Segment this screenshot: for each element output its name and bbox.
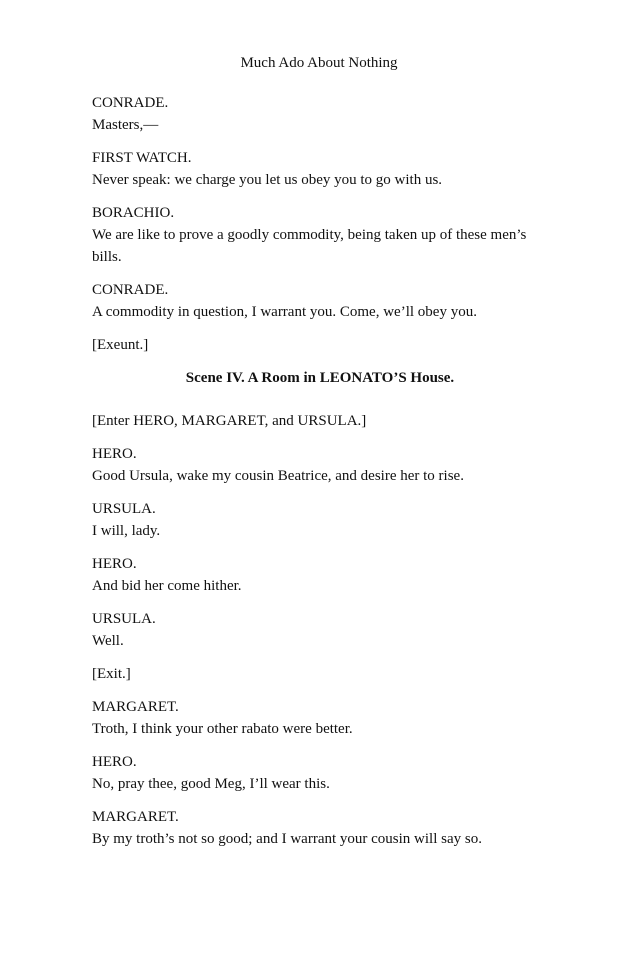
stage-direction: [Enter HERO, MARGARET, and URSULA.] bbox=[92, 413, 367, 429]
speech-line: Well. bbox=[92, 633, 124, 649]
stage-direction: [Exit.] bbox=[92, 666, 131, 682]
dialogue-block bbox=[92, 92, 552, 136]
scene-heading: Scene IV. A Room in LEONATO’S House. bbox=[185, 370, 455, 386]
dialogue-block bbox=[92, 806, 552, 850]
dialogue-block bbox=[92, 147, 552, 191]
speech-line: Good Ursula, wake my cousin Beatrice, and desire her to rise. bbox=[92, 468, 464, 484]
speaker-name: CONRADE. bbox=[92, 95, 169, 111]
speech-line: Troth, I think your other rabato were better. bbox=[92, 721, 353, 737]
speaker-name: HERO. bbox=[92, 556, 137, 572]
speech-line: Never speak: we charge you let us obey you to go with us. bbox=[92, 172, 443, 188]
speaker-name: URSULA. bbox=[92, 501, 156, 517]
speaker-name: FIRST WATCH. bbox=[92, 150, 192, 166]
speech-line: A commodity in question, I warrant you. Come, we’ll obey you. bbox=[92, 304, 477, 320]
speech-line: By my troth’s not so good; and I warrant your cousin will say so. bbox=[92, 831, 482, 847]
speaker-name: HERO. bbox=[92, 754, 137, 770]
play-text bbox=[92, 92, 552, 861]
speaker-name: MARGARET. bbox=[92, 809, 179, 825]
running-header: Much Ado About Nothing bbox=[240, 55, 398, 71]
speech-line: And bid her come hither. bbox=[92, 578, 242, 594]
speech-line: Masters,— bbox=[92, 117, 159, 133]
dialogue-block bbox=[92, 498, 552, 542]
speaker-name: BORACHIO. bbox=[92, 205, 175, 221]
dialogue-block bbox=[92, 696, 552, 740]
dialogue-block bbox=[92, 751, 552, 795]
speech-line: I will, lady. bbox=[92, 523, 161, 539]
dialogue-block bbox=[92, 553, 552, 597]
speaker-name: URSULA. bbox=[92, 611, 156, 627]
speaker-name: HERO. bbox=[92, 446, 137, 462]
dialogue-block bbox=[92, 202, 552, 268]
dialogue-block bbox=[92, 608, 552, 652]
speech-line: We are like to prove a goodly commodity, being taken up of these men’s bills. bbox=[92, 227, 527, 265]
speaker-name: CONRADE. bbox=[92, 282, 169, 298]
stage-direction: [Exeunt.] bbox=[92, 337, 149, 353]
speech-line: No, pray thee, good Meg, I’ll wear this. bbox=[92, 776, 330, 792]
dialogue-block bbox=[92, 279, 552, 323]
dialogue-block bbox=[92, 443, 552, 487]
speaker-name: MARGARET. bbox=[92, 699, 179, 715]
